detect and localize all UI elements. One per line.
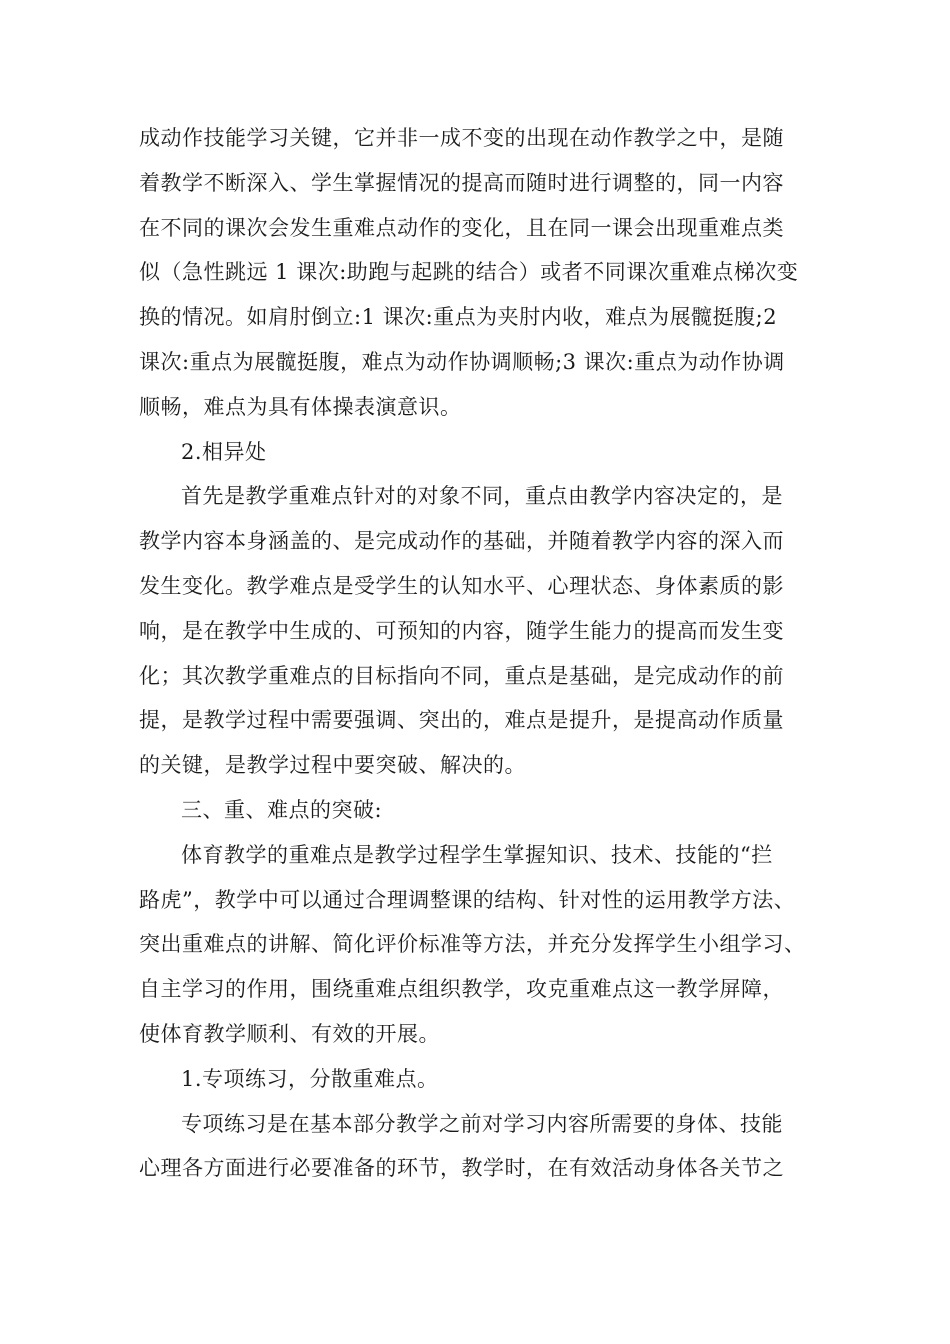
text-line: 自主学习的作用，围绕重难点组织教学，攻克重难点这一教学屏障， [139,977,784,1002]
text-line: 心理各方面进行必要准备的环节，教学时，在有效活动身体各关节之 [139,1156,784,1181]
text-line: 首先是教学重难点针对的对象不同，重点由教学内容决定的，是 [181,484,783,509]
text-line: 发生变化。教学难点是受学生的认知水平、心理状态、身体素质的影 [139,573,784,598]
text-line: 专项练习是在基本部分教学之前对学习内容所需要的身体、技能 [181,1111,783,1136]
text-line: 体育教学的重难点是教学过程学生掌握知识、技术、技能的“拦 [181,842,773,867]
text-line: 换的情况。如肩肘倒立:1 课次:重点为夹肘内收，难点为展髋挺腹;2 [139,305,778,330]
text-line: 着教学不断深入、学生掌握情况的提高而随时进行调整的，同一内容 [139,170,784,195]
text-line: 在不同的课次会发生重难点动作的变化，且在同一课会出现重难点类 [139,215,784,240]
text-line: 教学内容本身涵盖的、是完成动作的基础，并随着教学内容的深入而 [139,529,784,554]
text-line: 提，是教学过程中需要强调、突出的，难点是提升，是提高动作质量 [139,708,784,733]
text-line: 响，是在教学中生成的、可预知的内容，随学生能力的提高而发生变 [139,618,784,643]
text-line: 化；其次教学重难点的目标指向不同，重点是基础，是完成动作的前 [139,663,784,688]
text-line: 路虎”，教学中可以通过合理调整课的结构、针对性的运用教学方法、 [139,887,796,912]
text-line: 1.专项练习，分散重难点。 [181,1066,439,1091]
text-line: 突出重难点的讲解、简化评价标准等方法，并充分发挥学生小组学习、 [139,932,806,957]
text-line: 似（急性跳远 1 课次:助跑与起跳的结合）或者不同课次重难点梯次变 [139,260,799,285]
text-line: 2.相异处 [181,439,267,464]
document-body [139,116,839,1191]
text-line: 三、重、难点的突破: [181,797,383,822]
text-line: 使体育教学顺利、有效的开展。 [139,1021,440,1046]
text-line: 课次:重点为展髋挺腹，难点为动作协调顺畅;3 课次:重点为动作协调 [139,349,785,374]
text-line: 顺畅，难点为具有体操表演意识。 [139,394,462,419]
text-line: 的关键，是教学过程中要突破、解决的。 [139,753,526,778]
text-line: 成动作技能学习关键，它并非一成不变的出现在动作教学之中，是随 [139,126,784,150]
